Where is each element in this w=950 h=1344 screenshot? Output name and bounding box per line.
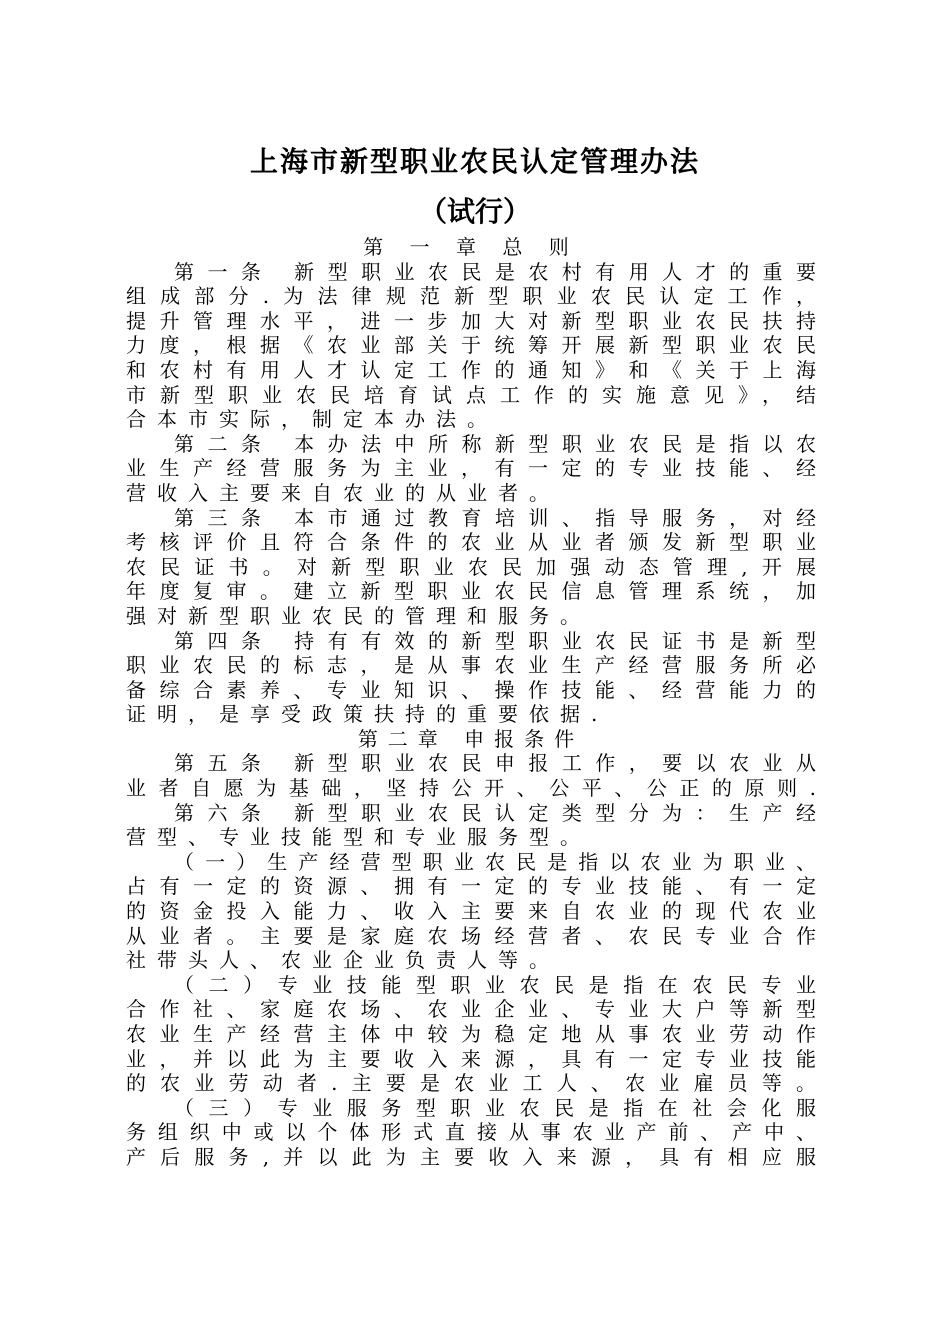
body-line: 组成部分.为法律规范新型职业农民认定工作，: [126, 284, 816, 309]
paragraph-last-line: 社带头人、农业企业负责人等。: [126, 948, 560, 973]
document-title: 上海市新型职业农民认定管理办法: [249, 145, 700, 178]
body-line: 备综合素养、专业知识、操作技能、经营能力的: [126, 677, 816, 702]
article-first-line: 第一条 新型职业农民是农村有用人才的重要: [174, 259, 816, 284]
body-line: 农民证书。对新型职业农民加强动态管理,开展: [126, 554, 816, 579]
chapter-heading: 第 一 章 总 则: [363, 235, 579, 259]
article-first-line: 第三条 本市通过教育培训、指导服务，对经: [174, 505, 816, 530]
chapter-heading: 第二章 申报条件: [357, 726, 585, 751]
paragraph-last-line: 强对新型职业农民的管理和服务。: [126, 603, 591, 628]
paragraph-last-line: 合本市实际，制定本办法。: [126, 407, 498, 432]
body-line: 务组织中或以个体形式直接从事农业产前、产中、: [126, 1120, 816, 1145]
body-line: 的农业劳动者.主要是农业工人、农业雇员等。: [126, 1071, 816, 1096]
body-line: 的资金投入能力、收入主要来自农业的现代农业: [126, 899, 816, 924]
paragraph-last-line: 营型、专业技能型和专业服务型。: [126, 825, 591, 850]
article-first-line: 第二条 本办法中所称新型职业农民是指以农: [174, 431, 816, 456]
article-first-line: （二）专业技能型职业农民是指在农民专业: [174, 972, 816, 997]
body-line: 业，并以此为主要收入来源，具有一定专业技能: [126, 1046, 816, 1071]
body-line: 力度，根据《农业部关于统筹开展新型职业农民: [126, 333, 816, 358]
article-first-line: 第五条 新型职业农民申报工作，要以农业从: [174, 751, 816, 776]
body-line: 业者自愿为基础，坚持公开、公平、公正的原则.: [126, 776, 816, 801]
paragraph-last-line: 营收入主要来自农业的从业者。: [126, 480, 560, 505]
document-subtitle: （试行）: [418, 195, 531, 228]
body-line: 从业者。主要是家庭农场经营者、农民专业合作: [126, 923, 816, 948]
body-line: 年度复审。建立新型职业农民信息管理系统，加: [126, 579, 816, 604]
body-line: 业生产经营服务为主业，有一定的专业技能、经: [126, 456, 816, 481]
body-line: 考核评价且符合条件的农业从业者颁发新型职业: [126, 530, 816, 555]
body-line: 职业农民的标志，是从事农业生产经营服务所必: [126, 653, 816, 678]
article-first-line: 第六条 新型职业农民认定类型分为：生产经: [174, 800, 816, 825]
body-line: 和农村有用人才认定工作的通知》和《关于上海: [126, 357, 816, 382]
body-line: 合作社、家庭农场、农业企业、专业大户等新型: [126, 997, 816, 1022]
body-line: 提升管理水平，进一步加大对新型职业农民扶持: [126, 308, 816, 333]
body-line: 农业生产经营主体中较为稳定地从事农业劳动作: [126, 1022, 816, 1046]
article-first-line: （三）专业服务型职业农民是指在社会化服: [174, 1095, 816, 1120]
body-line: 产后服务,并以此为主要收入来源，具有相应服: [126, 1144, 816, 1169]
body-line: 占有一定的资源、拥有一定的专业技能、有一定: [126, 874, 816, 899]
article-first-line: 第四条 持有有效的新型职业农民证书是新型: [174, 628, 816, 653]
body-line: 市新型职业农民培育试点工作的实施意见》，结: [126, 382, 816, 407]
document-body: [126, 235, 816, 1170]
paragraph-last-line: 证明，是享受政策扶持的重要依据.: [126, 702, 609, 727]
article-first-line: （一）生产经营型职业农民是指以农业为职业、: [174, 849, 816, 874]
